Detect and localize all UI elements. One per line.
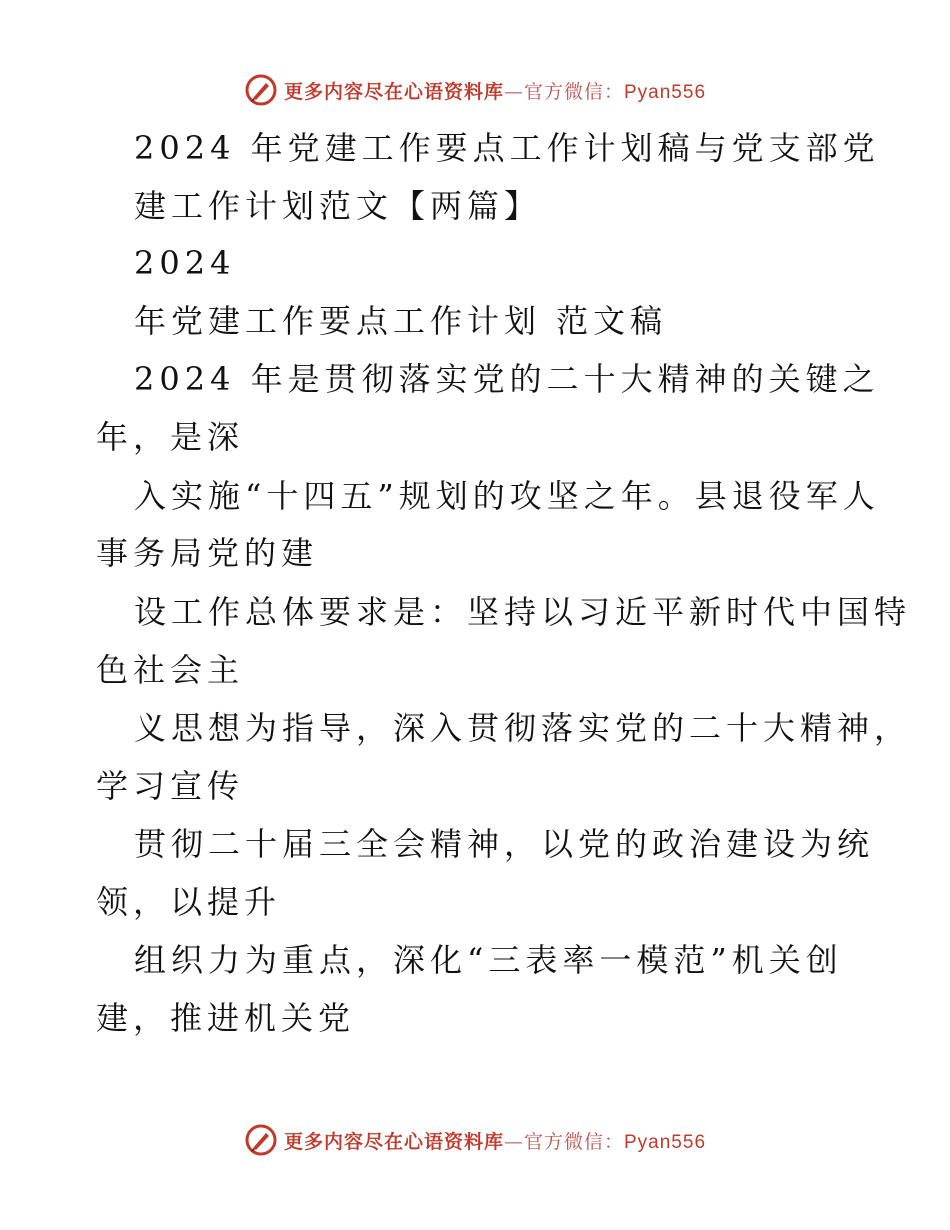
doc-title-line-2: 建工作计划范文【两篇】 [134, 187, 542, 225]
pen-logo-icon [244, 1123, 278, 1157]
paragraph-line: 贯彻二十届三全会精神，以党的政治建设为统 [134, 825, 875, 863]
paragraph-line: 年，是深 [96, 418, 245, 456]
paragraph-line: 2024 年是贯彻落实党的二十大精神的关键之 [134, 360, 880, 398]
doc-subtitle-line-1: 2024 [134, 244, 236, 282]
watermark-text [284, 77, 706, 104]
paragraph-line: 色社会主 [96, 651, 245, 689]
watermark-wechat-id: Pyan556 [624, 81, 707, 103]
watermark-wechat-label: 官方微信： [523, 1130, 624, 1153]
paragraph-line: 建，推进机关党 [96, 999, 356, 1037]
paragraph-line: 领，以提升 [96, 883, 282, 921]
paragraph-line: 义思想为指导，深入贯彻落实党的二十大精神， [134, 709, 912, 747]
paragraph-line: 学习宣传 [96, 767, 245, 805]
watermark-dash: — [503, 1130, 524, 1153]
watermark-brand: 更多内容尽在心语资料库 [283, 80, 504, 103]
footer-watermark-banner [0, 1118, 950, 1162]
watermark-text [284, 1127, 706, 1154]
watermark-dash: — [503, 80, 524, 103]
doc-title-line-1: 2024 年党建工作要点工作计划稿与党支部党 [134, 129, 880, 167]
doc-subtitle-line-2: 年党建工作要点工作计划 范文稿 [134, 302, 668, 340]
paragraph-line: 设工作总体要求是：坚持以习近平新时代中国特 [134, 593, 912, 631]
paragraph-line: 入实施“十四五”规划的攻坚之年。县退役军人 [134, 477, 880, 515]
pen-logo-icon [244, 73, 278, 107]
header-watermark-banner [0, 68, 950, 112]
watermark-wechat-label: 官方微信： [523, 80, 624, 103]
watermark-wechat-id: Pyan556 [624, 1131, 707, 1153]
paragraph-line: 组织力为重点，深化“三表率一模范”机关创 [134, 941, 843, 979]
watermark-brand: 更多内容尽在心语资料库 [283, 1130, 504, 1153]
paragraph-line: 事务局党的建 [96, 534, 319, 572]
